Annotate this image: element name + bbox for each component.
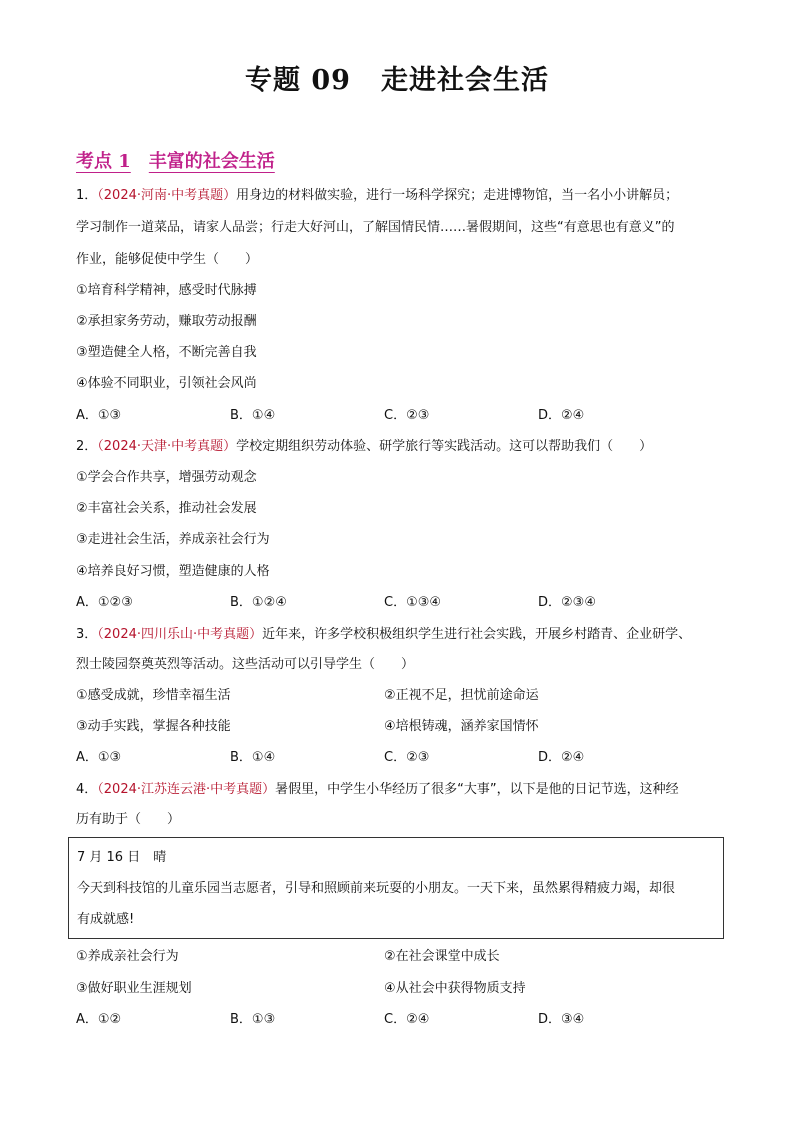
q3-answer-b: B．①④ <box>230 750 276 765</box>
q2-option-3: ③走进社会生活，养成亲社会行为 <box>76 532 270 547</box>
q4-answer-d: D．③④ <box>538 1012 585 1027</box>
q3-option-3: ③动手实践，掌握各种技能 <box>76 719 231 734</box>
q3-option-1: ①感受成就，珍惜幸福生活 <box>76 688 231 703</box>
q2-stem-line-1: 2．（2024·天津·中考真题）学校定期组织劳动体验、研学旅行等实践活动。这可以帮助我们（ ） <box>76 439 653 454</box>
q1-option-2: ②承担家务劳动，赚取劳动报酬 <box>76 314 257 329</box>
diary-date: 7 月 16 日 晴 <box>77 850 167 865</box>
q3-answer-c: C．②③ <box>384 750 430 765</box>
q3-answer-d: D．②④ <box>538 750 585 765</box>
q1-option-4: ④体验不同职业，引领社会风尚 <box>76 376 257 391</box>
q1-source: （2024·河南·中考真题） <box>97 188 237 203</box>
q4-answer-c: C．②④ <box>384 1012 430 1027</box>
diary-excerpt-box <box>68 837 724 939</box>
q1-option-1: ①培育科学精神，感受时代脉搏 <box>76 283 257 298</box>
q4-stem-line-2: 历有助于（ ） <box>76 812 181 827</box>
q2-answer-d: D．②③④ <box>538 595 596 610</box>
q4-answer-b: B．①③ <box>230 1012 276 1027</box>
q1-stem-line-1: 1．（2024·河南·中考真题）用身边的材料做实验，进行一场科学探究；走进博物馆，当一名小小讲解员； <box>76 188 679 203</box>
q2-answer-a: A．①②③ <box>76 595 133 610</box>
q2-answer-b: B．①②④ <box>230 595 287 610</box>
q3-stem-line-1: 3．（2024·四川乐山·中考真题）近年来，许多学校积极组织学生进行社会实践，开展乡村踏青、企业研学、 <box>76 627 692 642</box>
q4-answer-a: A．①② <box>76 1012 122 1027</box>
q4-stem-line-1: 4．（2024·江苏连云港·中考真题）暑假里，中学生小华经历了很多“大事”，以下是他的日记节选，这种经 <box>76 782 679 797</box>
q1-stem-line-3: 作业，能够促使中学生（ ） <box>76 252 259 267</box>
q1-option-3: ③塑造健全人格，不断完善自我 <box>76 345 257 360</box>
q1-stem-line-2: 学习制作一道菜品，请家人品尝；行走大好河山，了解国情民情……暑假期间，这些“有意思也有意义”的 <box>76 220 675 235</box>
q3-option-4: ④培根铸魂，涵养家国情怀 <box>384 719 539 734</box>
q3-source: （2024·四川乐山·中考真题） <box>97 627 263 642</box>
q4-option-3: ③做好职业生涯规划 <box>76 981 192 996</box>
diary-text-line-2: 有成就感! <box>77 912 135 927</box>
q1-answer-a: A．①③ <box>76 408 122 423</box>
page-title: 专题 09 走进社会生活 <box>245 65 549 96</box>
q4-source: （2024·江苏连云港·中考真题） <box>97 782 276 797</box>
q3-answer-a: A．①③ <box>76 750 122 765</box>
q2-answer-c: C．①③④ <box>384 595 442 610</box>
q2-option-1: ①学会合作共享，增强劳动观念 <box>76 470 257 485</box>
q1-answer-b: B．①④ <box>230 408 276 423</box>
q1-answer-c: C．②③ <box>384 408 430 423</box>
q2-source: （2024·天津·中考真题） <box>97 439 237 454</box>
q4-option-2: ②在社会课堂中成长 <box>384 949 500 964</box>
q3-stem-line-2: 烈士陵园祭奠英烈等活动。这些活动可以引导学生（ ） <box>76 657 415 672</box>
q2-option-2: ②丰富社会关系，推动社会发展 <box>76 501 257 516</box>
diary-text-line-1: 今天到科技馆的儿童乐园当志愿者，引导和照顾前来玩耍的小朋友。一天下来，虽然累得精疲力竭，却很 <box>77 881 676 896</box>
q2-option-4: ④培养良好习惯，塑造健康的人格 <box>76 564 270 579</box>
q4-option-1: ①养成亲社会行为 <box>76 949 179 964</box>
q4-option-4: ④从社会中获得物质支持 <box>384 981 526 996</box>
q3-option-2: ②正视不足，担忧前途命运 <box>384 688 539 703</box>
section-heading: 考点 1 丰富的社会生活 <box>76 151 275 172</box>
q1-answer-d: D．②④ <box>538 408 585 423</box>
